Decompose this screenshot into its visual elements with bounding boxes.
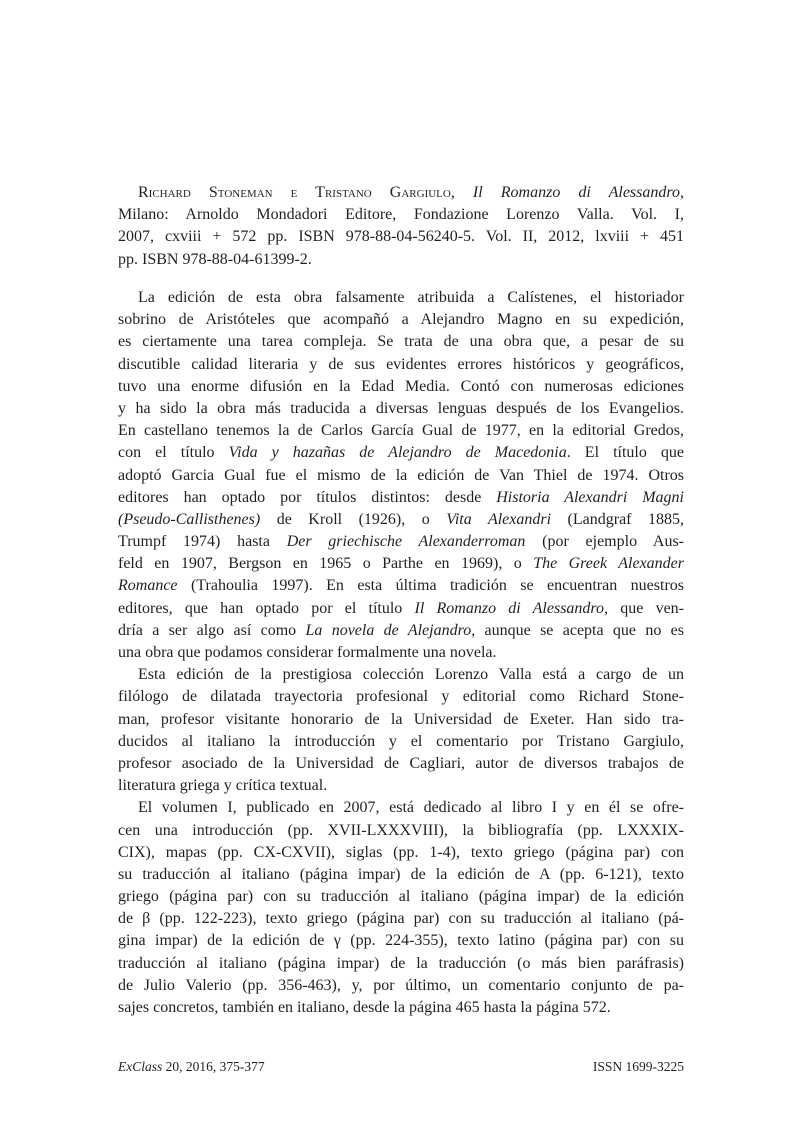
text-run: profesor asociado de la Universidad de Cagliari, autor de diversos trabajos de bbox=[118, 754, 684, 772]
text-line bbox=[118, 709, 684, 731]
text-line bbox=[118, 930, 684, 952]
text-line bbox=[118, 531, 684, 553]
text-run: de β (pp. 122-223), texto griego (página par) con su traducción al italiano (pá- bbox=[118, 910, 684, 928]
page-footer bbox=[118, 1059, 684, 1075]
text-run: En castellano tenemos la de Carlos García Gual de 1977, en la editorial Gredos, bbox=[118, 422, 684, 440]
text-run: su traducción al italiano (página impar) de la edición de A (pp. 6-121), texto bbox=[118, 865, 684, 883]
authors: Richard Stoneman e Tristano Gargiulo bbox=[138, 184, 451, 201]
text-run: y ha sido la obra más traducida a diversas lenguas después de los Evangelios. bbox=[118, 399, 684, 417]
journal-volume-pages: 20, 2016, 375-377 bbox=[162, 1059, 265, 1074]
text-run: una obra que podamos considerar formalmente una novela. bbox=[118, 644, 497, 661]
text-line bbox=[118, 376, 684, 398]
text-run: , bbox=[680, 184, 685, 201]
text-run: , bbox=[450, 184, 473, 201]
text-line bbox=[118, 997, 684, 1019]
text-line bbox=[118, 182, 684, 204]
text-line bbox=[118, 664, 684, 686]
text-run: ducidos al italiano la introducción y el comentario por Tristano Gargiulo, bbox=[118, 732, 684, 750]
footer-citation bbox=[118, 1059, 265, 1075]
italic-title: (Pseudo-Callisthenes) bbox=[118, 510, 261, 528]
text-run: (Trahoulia 1997). En esta última tradición se encuentran nuestros bbox=[177, 577, 684, 595]
text-line bbox=[118, 509, 684, 531]
text-run: editores, que han optado por el título bbox=[118, 599, 415, 617]
text-run: dría a ser algo así como bbox=[118, 621, 306, 639]
italic-title: Vita Alexandri bbox=[446, 510, 552, 528]
text-run: . El título que bbox=[566, 444, 684, 462]
text-line bbox=[118, 620, 684, 642]
text-line bbox=[118, 775, 684, 797]
text-line bbox=[118, 575, 684, 597]
text-run: tuvo una enorme difusión en la Edad Media. Contó con numerosas ediciones bbox=[118, 377, 684, 395]
text-run: cen una introducción (pp. XVII-LXXXVIII), la bibliografía (pp. LXXXIX- bbox=[118, 821, 684, 839]
text-line bbox=[118, 465, 684, 487]
text-run: traducción al italiano (página impar) de la traducción (o más bien paráfrasis) bbox=[118, 954, 684, 972]
text-line bbox=[118, 354, 684, 376]
text-line bbox=[118, 287, 684, 309]
text-run: griego (página par) con su traducción al italiano (página impar) de la edición bbox=[118, 888, 684, 906]
text-line bbox=[118, 420, 684, 442]
italic-title: Romance bbox=[118, 577, 178, 595]
text-line bbox=[118, 204, 684, 226]
italic-title: La novela de Alejandro bbox=[305, 621, 472, 639]
text-line bbox=[118, 642, 684, 664]
paragraph bbox=[118, 287, 684, 664]
text-run: 2007, cxviii + 572 pp. ISBN 978-88-04-56240-5. Vol. II, 2012, lxviii + 451 bbox=[118, 228, 684, 246]
text-run: El volumen I, publicado en 2007, está dedicado al libro I y en él se ofre- bbox=[138, 799, 684, 817]
text-run: CIX), mapas (pp. CX-CXVII), siglas (pp. 1-4), texto griego (página par) con bbox=[118, 843, 684, 861]
text-line bbox=[118, 886, 684, 908]
text-line bbox=[118, 975, 684, 997]
text-line bbox=[118, 226, 684, 248]
text-line bbox=[118, 953, 684, 975]
text-run: feld en 1907, Bergson en 1965 o Parthe en 1969), o bbox=[118, 555, 534, 573]
text-line bbox=[118, 820, 684, 842]
text-line bbox=[118, 487, 684, 509]
italic-title: Historia Alexandri Magni bbox=[496, 488, 685, 506]
text-line bbox=[118, 686, 684, 708]
text-run: La edición de esta obra falsamente atribuida a Calístenes, el historiador bbox=[138, 289, 684, 306]
text-run: discutible calidad literaria y de sus evidentes errores históricos y geográficos, bbox=[118, 355, 684, 373]
italic-title: Der griechische Alexanderroman bbox=[286, 533, 526, 551]
text-line bbox=[118, 598, 684, 620]
review-citation-header bbox=[118, 182, 684, 271]
text-run: literatura griega y crítica textual. bbox=[118, 777, 328, 795]
italic-title: The Greek Alexander bbox=[533, 555, 685, 573]
italic-title: Il Romanzo di Alessandro bbox=[472, 184, 681, 201]
text-line bbox=[118, 908, 684, 930]
text-line bbox=[118, 398, 684, 420]
text-run: pp. ISBN 978-88-04-61399-2. bbox=[118, 250, 312, 268]
paragraph bbox=[118, 797, 684, 1019]
text-run: Milano: Arnoldo Mondadori Editore, Fondazione Lorenzo Valla. Vol. I, bbox=[118, 206, 684, 224]
text-line bbox=[118, 864, 684, 886]
text-run: Trumpf 1974) hasta bbox=[118, 533, 287, 551]
text-run: filólogo de dilatada trayectoria profesional y editorial como Richard Stone- bbox=[118, 688, 684, 706]
text-run: , que ven- bbox=[604, 599, 685, 617]
text-line bbox=[118, 797, 684, 819]
text-run: es ciertamente una tarea compleja. Se trata de una obra que, a pesar de su bbox=[118, 333, 684, 351]
text-run: de Julio Valerio (pp. 356-463), y, por último, un comentario conjunto de pa- bbox=[118, 976, 684, 994]
italic-title: Il Romanzo di Alessandro bbox=[414, 599, 605, 617]
text-line bbox=[118, 331, 684, 353]
journal-name: ExClass bbox=[118, 1059, 163, 1074]
text-run: con el título bbox=[118, 444, 229, 462]
text-run: gina impar) de la edición de γ (pp. 224-355), texto latino (página par) con su bbox=[118, 932, 684, 950]
text-line bbox=[118, 553, 684, 575]
text-run: , aunque se acepta que no es bbox=[471, 621, 684, 639]
text-run: adoptó Garcia Gual fue el mismo de la edición de Van Thiel de 1974. Otros bbox=[118, 466, 684, 484]
footer-issn: ISSN 1699-3225 bbox=[592, 1059, 684, 1074]
text-line bbox=[118, 731, 684, 753]
text-run: (por ejemplo Aus- bbox=[525, 533, 685, 551]
text-run: man, profesor visitante honorario de la Universidad de Exeter. Han sido tra- bbox=[118, 710, 684, 728]
paragraph bbox=[118, 664, 684, 797]
text-run: sajes concretos, también en italiano, desde la página 465 hasta la página 572. bbox=[118, 999, 611, 1016]
review-body bbox=[118, 287, 684, 1019]
text-run: sobrino de Aristóteles que acompañó a Alejandro Magno en su expedición, bbox=[118, 311, 684, 329]
text-run: editores han optado por títulos distintos: desde bbox=[118, 488, 497, 506]
text-line bbox=[118, 842, 684, 864]
text-line bbox=[118, 442, 684, 464]
italic-title: Vida y hazañas de Alejandro de Macedonia bbox=[228, 444, 567, 462]
text-line bbox=[118, 753, 684, 775]
text-run: Esta edición de la prestigiosa colección Lorenzo Valla está a cargo de un bbox=[138, 666, 684, 684]
text-line bbox=[118, 249, 684, 271]
text-line bbox=[118, 309, 684, 331]
text-run: (Landgraf 1885, bbox=[551, 510, 685, 528]
text-run: de Kroll (1926), o bbox=[260, 510, 447, 528]
